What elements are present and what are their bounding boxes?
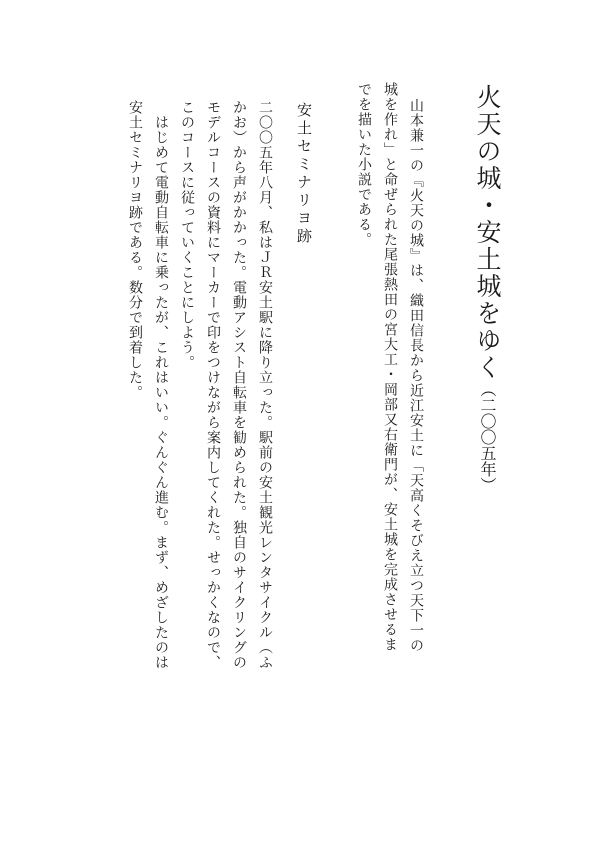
title-main: 火天の城・安土城をゆく xyxy=(473,84,502,381)
title-sub: （二〇〇五年） xyxy=(478,381,497,493)
section-heading: 安土セミナリヨ跡 xyxy=(295,102,313,246)
title xyxy=(472,84,502,493)
body-line-4: このコースに従っていくことにしよう。 xyxy=(179,100,195,370)
body-line-6: 安土セミナリヨ跡である。数分で到着した。 xyxy=(127,100,143,400)
body-line-2: かお）から声がかかった。電動アシスト自転車を勧められた。独自のサイクリングの xyxy=(231,100,247,670)
body-line-1: 二〇〇五年八月、私はＪＲ安土駅に降り立った。駅前の安土観光レンタサイクル（ふ xyxy=(257,100,273,670)
intro-line-2: 城を作れ」と命ぜられた尾張熱田の宮大工・岡部又右衛門が、安土城を完成させるま xyxy=(382,82,398,652)
intro-line-1: 山本兼一の『火天の城』は、織田信長から近江安土に「天高くそびえ立つ天下一の xyxy=(408,98,424,653)
intro-line-3: でを描いた小説である。 xyxy=(356,82,372,247)
body-line-5: はじめて電動自転車に乗ったが、これはいい。ぐんぐん進む。まず、めざしたのは xyxy=(153,100,169,670)
body-line-3: モデルコースの資料にマーカーで印をつけながら案内してくれた。せっかくなので、 xyxy=(205,100,221,670)
